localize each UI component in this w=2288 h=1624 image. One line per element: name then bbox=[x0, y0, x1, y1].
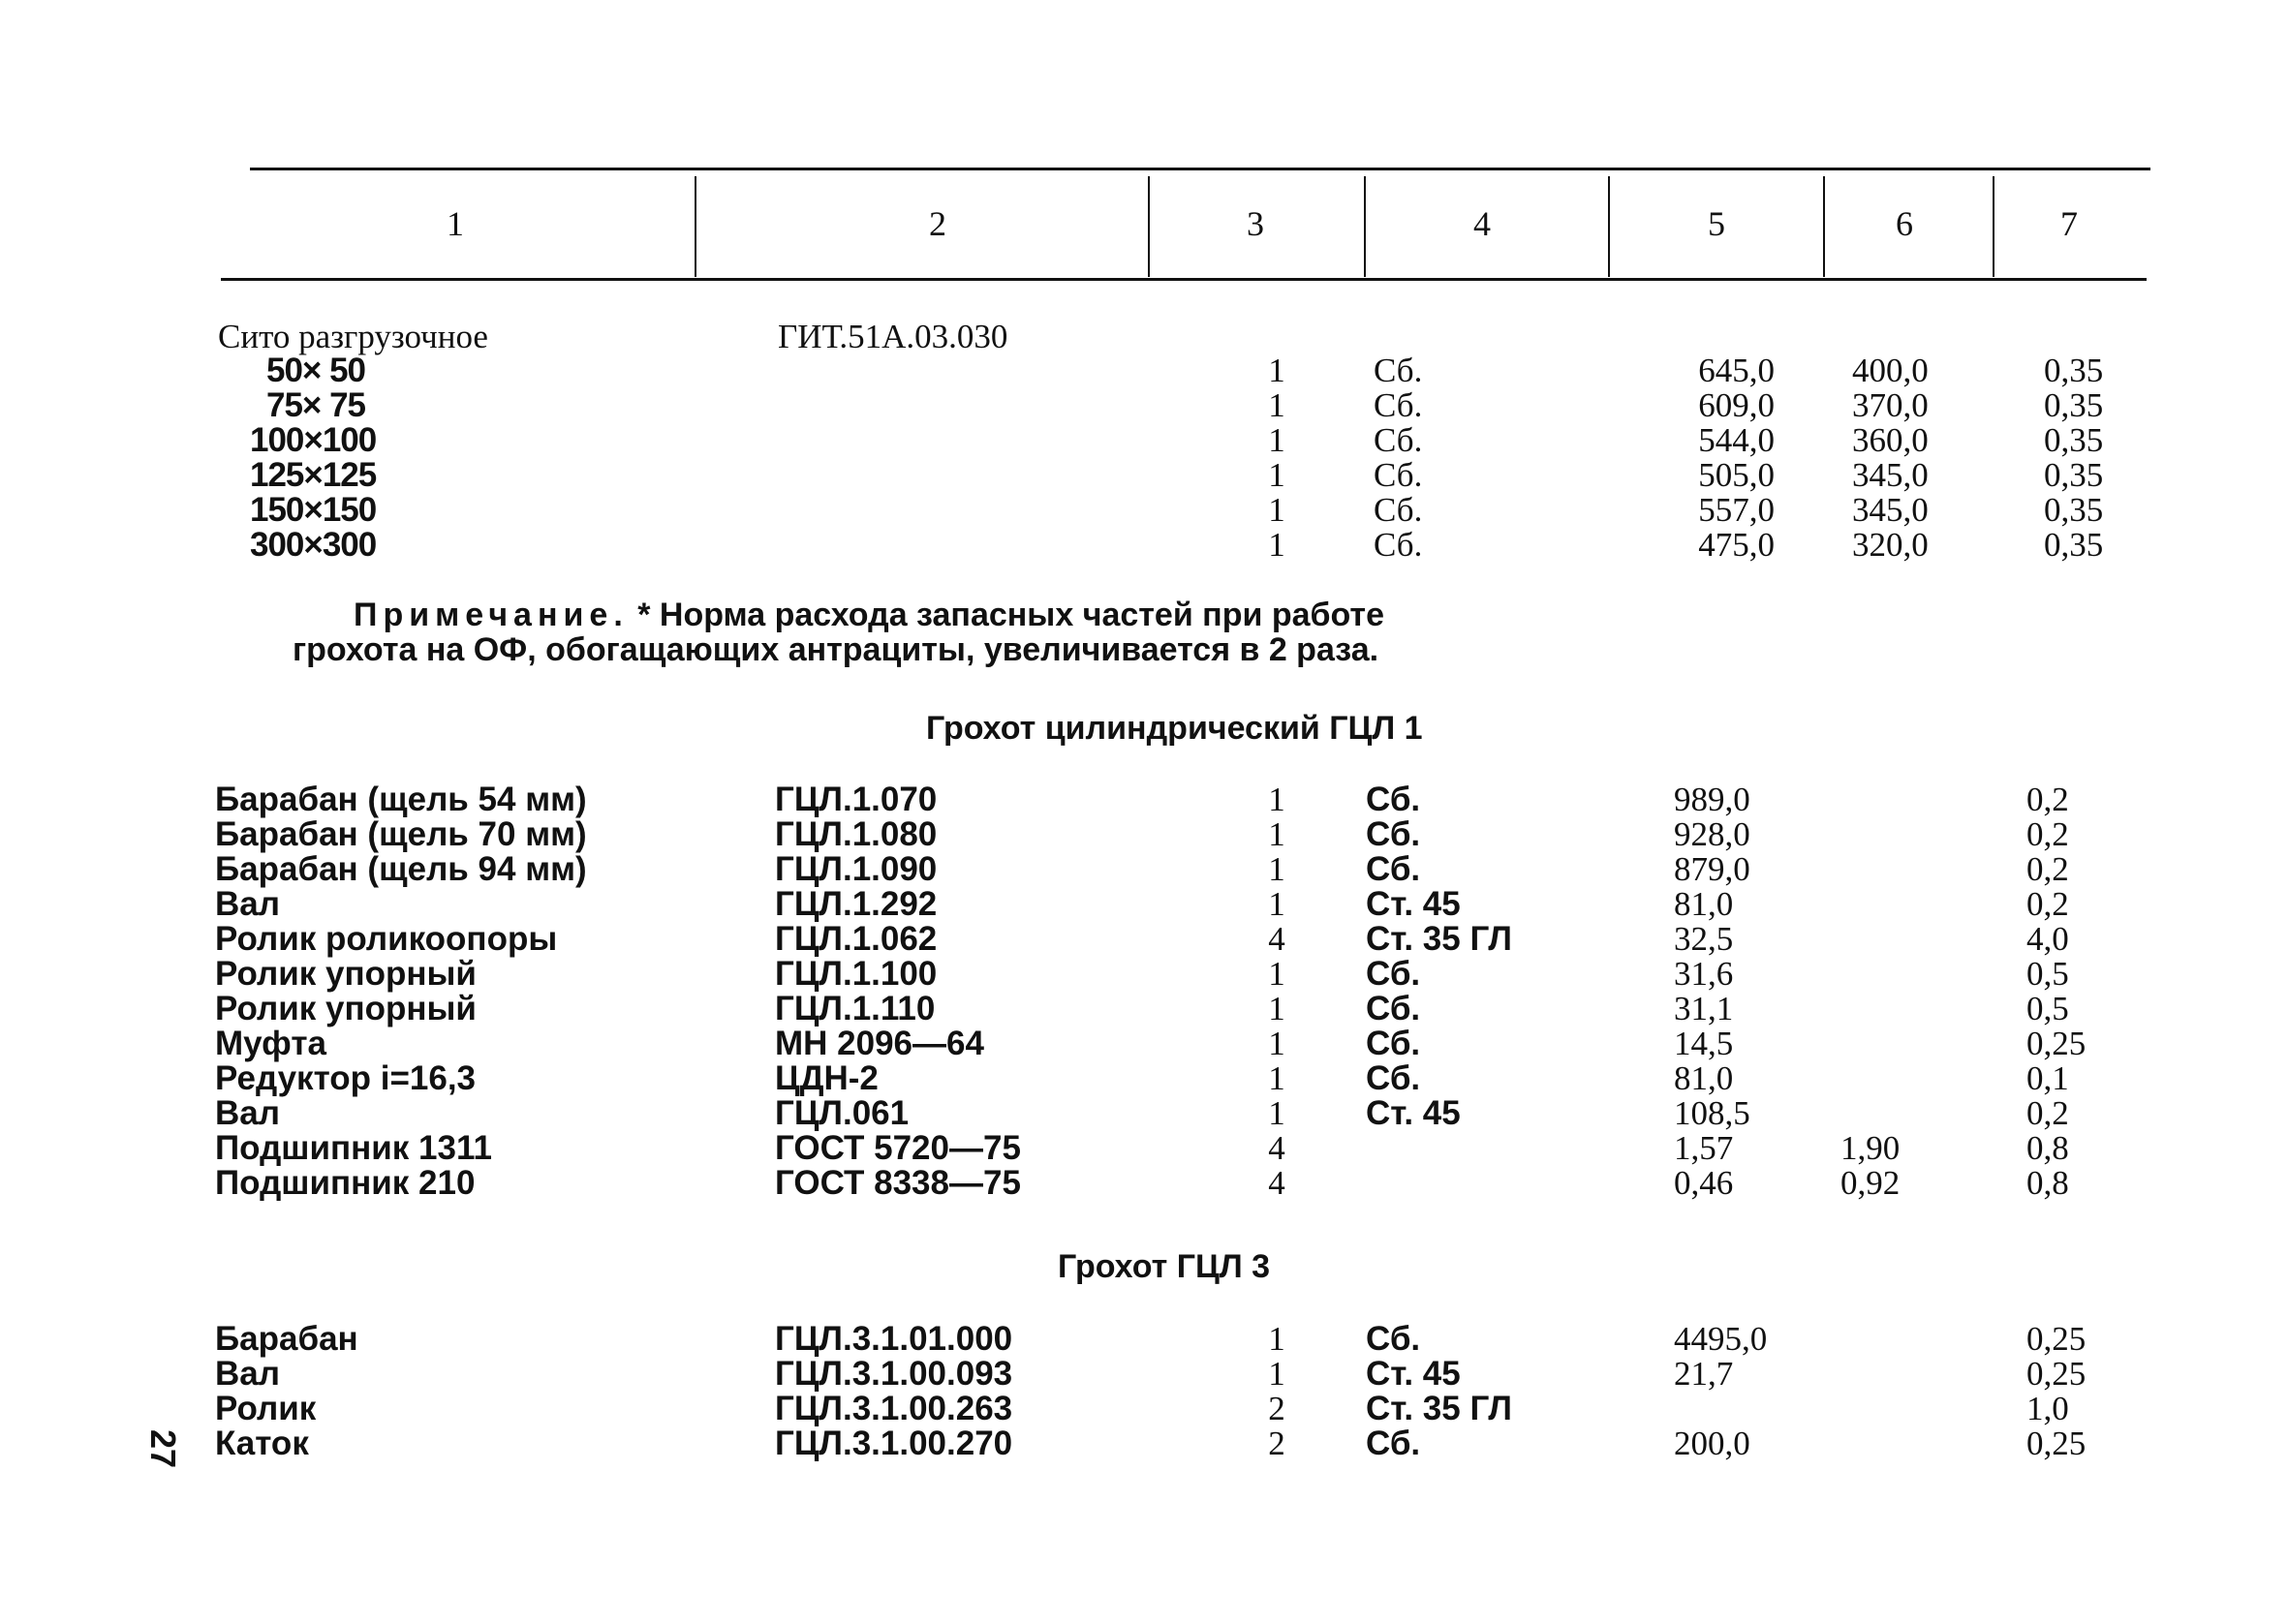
mass-2: 0,92 bbox=[1840, 1164, 1901, 1202]
material: Ст. 45 bbox=[1366, 1094, 1461, 1132]
mass-2: 370,0 bbox=[1852, 386, 1929, 424]
quantity: 1 bbox=[1268, 815, 1285, 853]
sieve-size: 100×100 bbox=[250, 421, 377, 459]
sieve-size: 300×300 bbox=[250, 526, 377, 564]
quantity: 1 bbox=[1268, 885, 1285, 923]
table-row bbox=[0, 1426, 2288, 1461]
table-row bbox=[0, 1166, 2288, 1201]
mass-1: 0,46 bbox=[1674, 1164, 1734, 1202]
quantity: 1 bbox=[1268, 990, 1285, 1027]
item-name: Сито разгрузочное bbox=[218, 318, 488, 355]
item-name: Ролик упорный bbox=[215, 990, 477, 1027]
page-number: 27 bbox=[143, 1428, 184, 1469]
quantity: 1 bbox=[1268, 1094, 1285, 1132]
material: Ст. 35 ГЛ bbox=[1366, 1390, 1512, 1427]
mass-2: 360,0 bbox=[1852, 421, 1929, 459]
item-name: Барабан (щель 94 мм) bbox=[215, 850, 587, 888]
norm: 0,35 bbox=[2044, 386, 2104, 424]
norm: 0,8 bbox=[2026, 1164, 2069, 1202]
sieve-size: 50× 50 bbox=[266, 352, 366, 389]
item-code: ЦДН-2 bbox=[775, 1059, 879, 1097]
norm: 0,2 bbox=[2026, 815, 2069, 853]
item-code: ГЦЛ.1.080 bbox=[775, 815, 938, 853]
mass-2: 345,0 bbox=[1852, 491, 1929, 529]
norm: 0,25 bbox=[2026, 1355, 2087, 1393]
mass-1: 928,0 bbox=[1674, 815, 1750, 853]
mass-2: 400,0 bbox=[1852, 352, 1929, 389]
material: Сб. bbox=[1374, 456, 1423, 494]
quantity: 1 bbox=[1268, 491, 1285, 529]
mass-1: 108,5 bbox=[1674, 1094, 1750, 1132]
quantity: 4 bbox=[1268, 1164, 1285, 1202]
mass-1: 81,0 bbox=[1674, 1059, 1734, 1097]
note-line-2: грохота на ОФ, обогащающих антрациты, увеличивается в 2 раза. bbox=[293, 631, 1379, 668]
item-name: Ролик роликоопоры bbox=[215, 920, 558, 958]
table-row bbox=[0, 922, 2288, 957]
item-code: МН 2096—64 bbox=[775, 1025, 984, 1062]
mass-1: 989,0 bbox=[1674, 781, 1750, 818]
item-code: ГЦЛ.1.070 bbox=[775, 781, 938, 818]
note-label: Примечание. bbox=[354, 597, 629, 633]
table-row bbox=[0, 887, 2288, 922]
norm: 0,2 bbox=[2026, 850, 2069, 888]
quantity: 2 bbox=[1268, 1425, 1285, 1462]
norm: 0,25 bbox=[2026, 1425, 2087, 1462]
quantity: 1 bbox=[1268, 1355, 1285, 1393]
item-name: Вал bbox=[215, 1355, 280, 1393]
table-row bbox=[0, 1392, 2288, 1426]
table-top-rule bbox=[250, 168, 2150, 170]
item-name: Подшипник 1311 bbox=[215, 1129, 492, 1167]
table-row bbox=[0, 782, 2288, 817]
column-divider bbox=[1148, 176, 1150, 277]
quantity: 1 bbox=[1268, 1025, 1285, 1062]
note-text-1: * Норма расхода запасных частей при работе bbox=[637, 597, 1384, 633]
quantity: 2 bbox=[1268, 1390, 1285, 1427]
table-row bbox=[0, 493, 2288, 528]
mass-1: 609,0 bbox=[1698, 386, 1775, 424]
column-header-4: 4 bbox=[1473, 204, 1491, 243]
sieve-header-row bbox=[0, 320, 2288, 354]
material: Сб. bbox=[1374, 526, 1423, 564]
item-code: ГЦЛ.1.062 bbox=[775, 920, 938, 958]
norm: 0,35 bbox=[2044, 491, 2104, 529]
item-code: ГЦЛ.1.090 bbox=[775, 850, 938, 888]
quantity: 1 bbox=[1268, 386, 1285, 424]
quantity: 1 bbox=[1268, 1320, 1285, 1358]
material: Сб. bbox=[1366, 990, 1421, 1027]
item-code: ГЦЛ.3.1.00.270 bbox=[775, 1425, 1013, 1462]
item-code: ГИТ.51А.03.030 bbox=[778, 318, 1008, 355]
item-name: Подшипник 210 bbox=[215, 1164, 476, 1202]
norm: 0,2 bbox=[2026, 1094, 2069, 1132]
material: Сб. bbox=[1366, 850, 1421, 888]
table-row bbox=[0, 817, 2288, 852]
column-divider bbox=[695, 176, 696, 277]
sieve-size: 75× 75 bbox=[266, 386, 366, 424]
material: Сб. bbox=[1374, 421, 1423, 459]
item-code: ГЦЛ.1.292 bbox=[775, 885, 938, 923]
mass-1: 31,6 bbox=[1674, 955, 1734, 993]
norm: 0,1 bbox=[2026, 1059, 2069, 1097]
norm: 0,35 bbox=[2044, 526, 2104, 564]
column-header-1: 1 bbox=[447, 204, 464, 243]
item-code: ГЦЛ.3.1.00.263 bbox=[775, 1390, 1013, 1427]
mass-1: 200,0 bbox=[1674, 1425, 1750, 1462]
material: Ст. 45 bbox=[1366, 885, 1461, 923]
material: Сб. bbox=[1366, 1425, 1421, 1462]
mass-1: 557,0 bbox=[1698, 491, 1775, 529]
column-divider bbox=[1608, 176, 1610, 277]
section-title-gcl3: Грохот ГЦЛ 3 bbox=[1058, 1248, 1271, 1285]
item-name: Барабан bbox=[215, 1320, 358, 1358]
norm: 0,25 bbox=[2026, 1320, 2087, 1358]
item-code: ГОСТ 5720—75 bbox=[775, 1129, 1021, 1167]
item-name: Каток bbox=[215, 1425, 309, 1462]
norm: 0,5 bbox=[2026, 955, 2069, 993]
table-row bbox=[0, 992, 2288, 1026]
item-name: Барабан (щель 70 мм) bbox=[215, 815, 587, 853]
item-code: ГЦЛ.1.110 bbox=[775, 990, 936, 1027]
table-row bbox=[0, 353, 2288, 388]
mass-1: 32,5 bbox=[1674, 920, 1734, 958]
table-row bbox=[0, 1131, 2288, 1166]
material: Сб. bbox=[1366, 1059, 1421, 1097]
norm: 0,35 bbox=[2044, 352, 2104, 389]
mass-1: 879,0 bbox=[1674, 850, 1750, 888]
material: Сб. bbox=[1374, 386, 1423, 424]
norm: 0,25 bbox=[2026, 1025, 2087, 1062]
material: Ст. 45 bbox=[1366, 1355, 1461, 1393]
mass-1: 14,5 bbox=[1674, 1025, 1734, 1062]
quantity: 1 bbox=[1268, 421, 1285, 459]
quantity: 4 bbox=[1268, 920, 1285, 958]
norm: 0,8 bbox=[2026, 1129, 2069, 1167]
table-row bbox=[0, 423, 2288, 458]
mass-1: 645,0 bbox=[1698, 352, 1775, 389]
section-title-gcl1: Грохот цилиндрический ГЦЛ 1 bbox=[926, 710, 1423, 747]
quantity: 1 bbox=[1268, 526, 1285, 564]
table-row bbox=[0, 528, 2288, 563]
table-header-bottom-rule bbox=[221, 278, 2147, 281]
item-code: ГЦЛ.3.1.00.093 bbox=[775, 1355, 1013, 1393]
norm: 1,0 bbox=[2026, 1390, 2069, 1427]
material: Сб. bbox=[1366, 1025, 1421, 1062]
mass-1: 1,57 bbox=[1674, 1129, 1734, 1167]
mass-1: 81,0 bbox=[1674, 885, 1734, 923]
material: Сб. bbox=[1366, 1320, 1421, 1358]
quantity: 1 bbox=[1268, 1059, 1285, 1097]
material: Сб. bbox=[1374, 352, 1423, 389]
column-header-6: 6 bbox=[1896, 204, 1913, 243]
item-name: Редуктор i=16,3 bbox=[215, 1059, 477, 1097]
norm: 4,0 bbox=[2026, 920, 2069, 958]
mass-1: 21,7 bbox=[1674, 1355, 1734, 1393]
norm: 0,35 bbox=[2044, 421, 2104, 459]
norm: 0,35 bbox=[2044, 456, 2104, 494]
column-header-2: 2 bbox=[929, 204, 946, 243]
column-divider bbox=[1364, 176, 1366, 277]
quantity: 1 bbox=[1268, 781, 1285, 818]
item-code: ГОСТ 8338—75 bbox=[775, 1164, 1021, 1202]
item-code: ГЦЛ.061 bbox=[775, 1094, 910, 1132]
mass-1: 544,0 bbox=[1698, 421, 1775, 459]
table-row bbox=[0, 388, 2288, 423]
item-name: Вал bbox=[215, 1094, 280, 1132]
table-row bbox=[0, 852, 2288, 887]
item-name: Ролик упорный bbox=[215, 955, 477, 993]
mass-1: 475,0 bbox=[1698, 526, 1775, 564]
norm: 0,2 bbox=[2026, 885, 2069, 923]
quantity: 1 bbox=[1268, 850, 1285, 888]
column-divider bbox=[1993, 176, 1994, 277]
item-code: ГЦЛ.3.1.01.000 bbox=[775, 1320, 1013, 1358]
sieve-size: 125×125 bbox=[250, 456, 377, 494]
norm: 0,2 bbox=[2026, 781, 2069, 818]
quantity: 1 bbox=[1268, 456, 1285, 494]
table-row bbox=[0, 1026, 2288, 1061]
material: Ст. 35 ГЛ bbox=[1366, 920, 1512, 958]
note-line-1 bbox=[354, 598, 1384, 632]
mass-2: 345,0 bbox=[1852, 456, 1929, 494]
material: Сб. bbox=[1366, 781, 1421, 818]
column-divider bbox=[1823, 176, 1825, 277]
table-row bbox=[0, 1096, 2288, 1131]
table-row bbox=[0, 458, 2288, 493]
material: Сб. bbox=[1366, 955, 1421, 993]
material: Сб. bbox=[1366, 815, 1421, 853]
mass-1: 31,1 bbox=[1674, 990, 1734, 1027]
column-header-7: 7 bbox=[2060, 204, 2078, 243]
mass-2: 320,0 bbox=[1852, 526, 1929, 564]
item-name: Барабан (щель 54 мм) bbox=[215, 781, 587, 818]
column-header-5: 5 bbox=[1708, 204, 1725, 243]
quantity: 1 bbox=[1268, 352, 1285, 389]
table-row bbox=[0, 957, 2288, 992]
item-name: Вал bbox=[215, 885, 280, 923]
table-row bbox=[0, 1357, 2288, 1392]
mass-2: 1,90 bbox=[1840, 1129, 1901, 1167]
mass-1: 4495,0 bbox=[1674, 1320, 1768, 1358]
norm: 0,5 bbox=[2026, 990, 2069, 1027]
item-name: Муфта bbox=[215, 1025, 326, 1062]
item-code: ГЦЛ.1.100 bbox=[775, 955, 938, 993]
item-name: Ролик bbox=[215, 1390, 317, 1427]
mass-1: 505,0 bbox=[1698, 456, 1775, 494]
material: Сб. bbox=[1374, 491, 1423, 529]
column-header-3: 3 bbox=[1247, 204, 1264, 243]
quantity: 1 bbox=[1268, 955, 1285, 993]
quantity: 4 bbox=[1268, 1129, 1285, 1167]
table-row bbox=[0, 1061, 2288, 1096]
table-row bbox=[0, 1322, 2288, 1357]
sieve-size: 150×150 bbox=[250, 491, 377, 529]
